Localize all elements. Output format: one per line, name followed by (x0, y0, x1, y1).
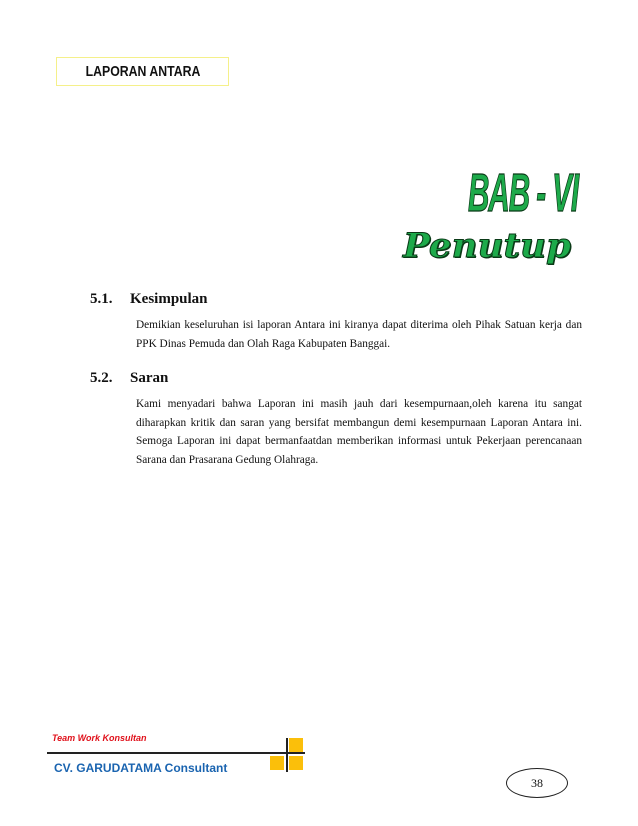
section-paragraph: Kami menyadari bahwa Laporan ini masih jauh dari kesempurnaan,oleh karena itu sangat diharapkan kritik dan saran yang bersifat membangun demi kesempurnaan Laporan Antara ini. Semoga Laporan ini dapat bermanfaatdan memberikan informasi untuk Pekerjaan perencanaan Sarana dan Prasarana Gedung Olahraga. (136, 398, 582, 466)
section-number: 5.2. (90, 370, 113, 386)
footer-logo-line (286, 738, 288, 772)
logo-square-empty (270, 737, 284, 751)
footer-team: Team Work Konsultan (52, 733, 147, 743)
footer-company: CV. GARUDATAMA Consultant (54, 761, 228, 775)
logo-square (289, 756, 303, 770)
section-title: Saran (130, 370, 169, 386)
page-number (506, 768, 568, 798)
chapter-number: BAB - VI (468, 163, 578, 223)
chapter-title: Penutup (403, 226, 571, 266)
footer-divider (47, 752, 305, 754)
section-paragraph: Demikian keseluruhan isi laporan Antara ini kiranya dapat diterima oleh Pihak Satuan kerja dan PPK Dinas Pemuda dan Olah Raga Kabupaten Banggai. (136, 319, 582, 350)
header-title-box (56, 57, 229, 86)
header-title: LAPORAN ANTARA (85, 63, 200, 80)
logo-square (289, 738, 303, 752)
page-number-text: 38 (531, 775, 543, 790)
logo-square (270, 756, 284, 770)
section-number: 5.1. (90, 291, 113, 307)
section-title: Kesimpulan (130, 291, 208, 307)
